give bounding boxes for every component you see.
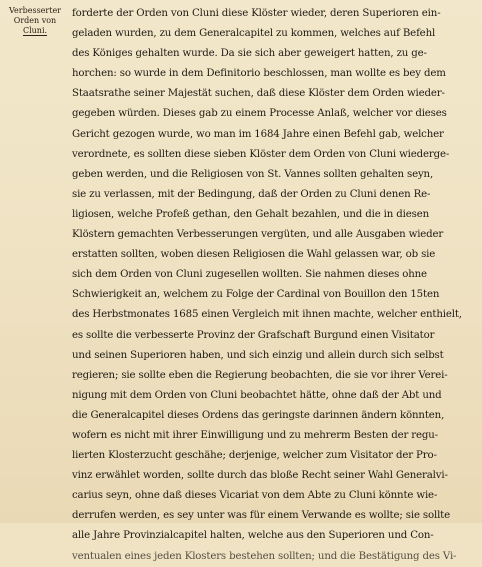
text-line: carius seyn, ohne daß dieses Vicariat von dem Abte zu Cluni könnte wie-	[72, 490, 438, 502]
text-line: sich dem Orden von Cluni zugesellen wollten. Sie nahmen dieses ohne	[72, 269, 427, 281]
text-line: verordnete, es sollten diese sieben Klöster dem Orden von Cluni wiederge-	[72, 148, 450, 160]
text-line: ventualen eines jeden Klosters bestehen sollten; und die Bestätigung des Vi-	[72, 550, 457, 562]
margin-note	[4, 6, 66, 36]
text-line: die Generalcapitel dieses Ordens das geringste darinnen ändern könnten,	[72, 409, 445, 421]
text-line: geben werden, und die Religiosen von St. Vannes sollten gehalten seyn,	[72, 168, 434, 180]
text-line: Gericht gezogen wurde, wo man im 1684 Jahre einen Befehl gab, welcher	[72, 128, 444, 140]
text-line: des Königes gehalten wurde. Da sie sich aber geweigert hatten, zu ge-	[72, 48, 427, 60]
margin-note-line: Orden von	[13, 16, 57, 25]
text-line: ligiosen, welche Profeß gethan, den Gehalt bezahlen, und die in diesen	[72, 208, 430, 220]
text-line: erstatten sollten, woben diesen Religiosen die Wahl gelassen war, ob sie	[72, 249, 436, 261]
text-line: Klöstern gemachten Verbesserungen vergüten, und alle Ausgaben wieder	[72, 229, 444, 241]
body-text	[72, 4, 476, 567]
text-line: Staatsrathe seiner Majestät suchen, daß diese Klöster dem Orden wieder-	[72, 88, 445, 100]
text-line: sie zu verlassen, mit der Bedingung, daß der Orden zu Cluni denen Re-	[72, 188, 431, 200]
margin-note-line: Verbesserter	[9, 6, 61, 15]
text-line: Schwierigkeit an, welchem zu Folge der Cardinal von Bouillon den 15ten	[72, 289, 440, 301]
text-line: gegeben würden. Dieses gab zu einem Processe Anlaß, welcher vor dieses	[72, 108, 447, 120]
text-line: alle Jahre Provinzialcapitel halten, welche aus den Superioren und Con-	[72, 530, 434, 542]
margin-note-line: Cluni.	[22, 26, 48, 35]
text-line: vinz erwählet worden, sollte durch das bloße Recht seiner Wahl Generalvi-	[72, 470, 448, 482]
text-line: und seinen Superioren haben, und sich einzig und allein durch sich selbst	[72, 349, 444, 361]
text-line: derrufen werden, es sey unter was für einem Verwande es wollte; sie sollte	[72, 510, 451, 522]
text-line: es sollte die verbesserte Provinz der Grafschaft Burgund einen Visitator	[72, 329, 435, 341]
text-line: geladen wurden, zu dem Generalcapitel zu kommen, welches auf Befehl	[72, 28, 436, 40]
text-line: horchen: so wurde in dem Definitorio beschlossen, man wollte es bey dem	[72, 68, 446, 80]
text-line: des Herbstmonates 1685 einen Vergleich mit ihnen machte, welcher enthielt,	[72, 309, 462, 321]
text-line: regieren; sie sollte eben die Regierung beobachten, die sie vor ihrer Verei-	[72, 369, 448, 381]
text-line: forderte der Orden von Cluni diese Klöster wieder, deren Superioren ein-	[72, 8, 441, 19]
text-line: wofern es nicht mit ihrer Einwilligung und zu mehrerm Besten der regu-	[72, 429, 438, 441]
text-line: nigung mit dem Orden von Cluni beobachtet hätte, ohne daß der Abt und	[72, 389, 442, 401]
text-line: lierten Klosterzucht geschähe; derjenige, welcher zum Visitator der Pro-	[72, 450, 437, 462]
